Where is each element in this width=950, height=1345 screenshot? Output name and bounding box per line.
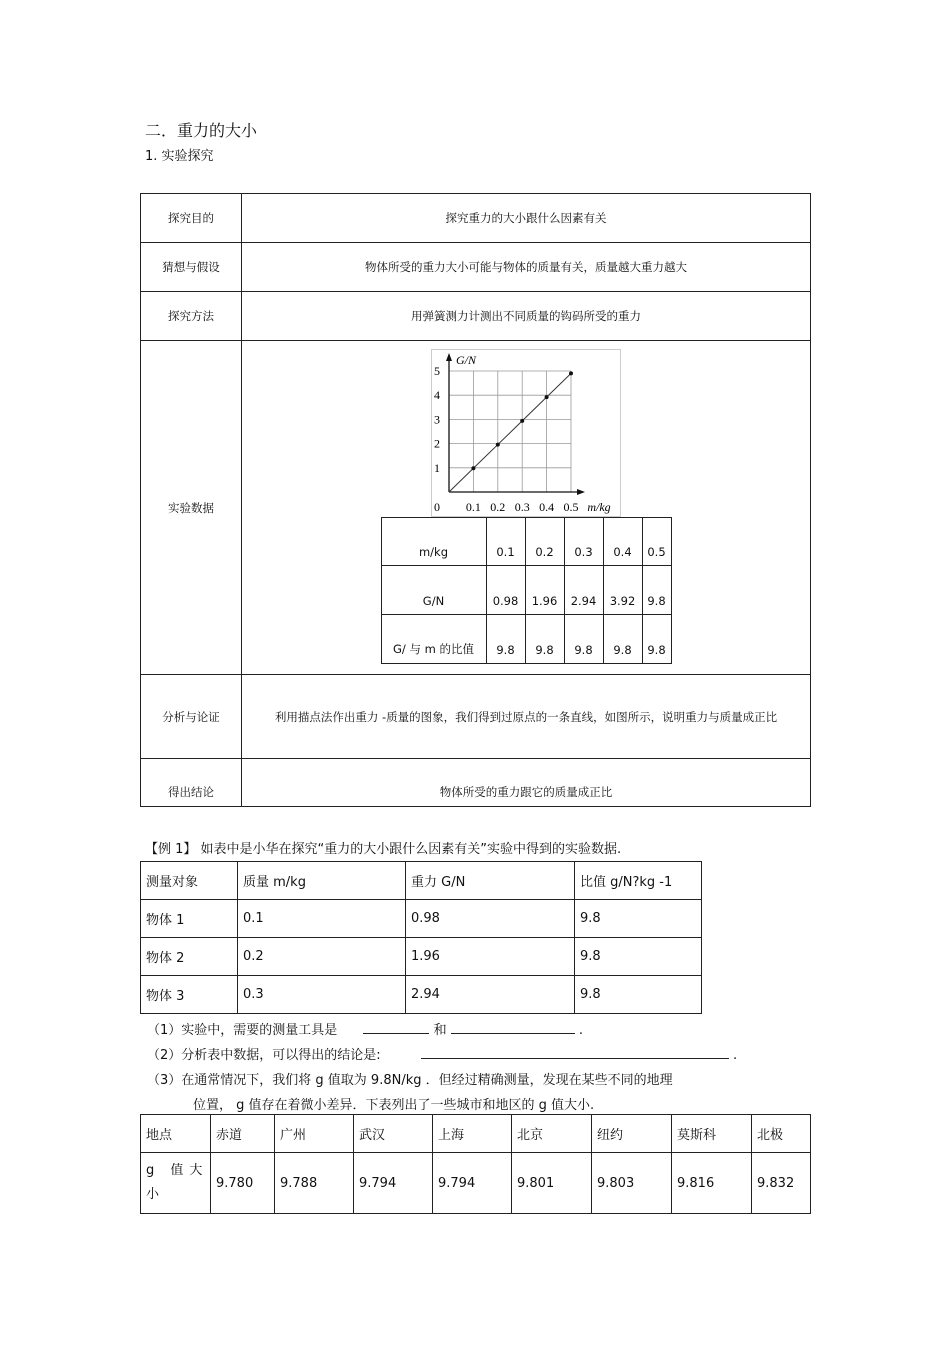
- table-header: 测量对象: [141, 862, 238, 900]
- table-row: [141, 900, 702, 938]
- data-cell-value: 0.5: [642, 518, 671, 566]
- data-row: [381, 615, 671, 664]
- table-cell: 0.98: [406, 900, 575, 938]
- table-row: [141, 1153, 811, 1214]
- data-cell-value: 9.8: [603, 615, 642, 664]
- table-row: [141, 862, 702, 900]
- table-cell: 9.8: [575, 900, 702, 938]
- example-title: 【例 1】 如表中是小华在探究“重力的大小跟什么因素有关”实验中得到的实验数据.: [145, 842, 622, 857]
- inquiry-value: 用弹簧测力计测出不同质量的钩码所受的重力: [242, 292, 811, 341]
- data-cell-value: 0.1: [486, 518, 525, 566]
- conclusion-label: 得出结论: [141, 759, 242, 807]
- data-cell-value: 0.2: [525, 518, 564, 566]
- answer-blank[interactable]: [363, 1021, 429, 1034]
- table-row: [141, 1115, 811, 1153]
- table-header: 北极: [752, 1115, 811, 1153]
- data-cell-value: 0.3: [564, 518, 603, 566]
- origin-label: 0: [434, 500, 440, 514]
- x-axis-arrow: [577, 489, 585, 495]
- table-cell: 9.794: [354, 1153, 433, 1214]
- data-point: [471, 466, 475, 470]
- table-header: 莫斯科: [672, 1115, 752, 1153]
- table-cell: 9.8: [575, 976, 702, 1014]
- table-cell: 9.832: [752, 1153, 811, 1214]
- inquiry-row: [141, 675, 811, 759]
- table-cell: 9.801: [512, 1153, 592, 1214]
- y-tick-label: 1: [434, 460, 440, 475]
- x-tick-label: 0.4: [539, 500, 555, 514]
- data-cell-value: 1.96: [525, 566, 564, 615]
- question-2: [147, 1044, 737, 1063]
- table-header: 赤道: [211, 1115, 275, 1153]
- data-row-head: G/ 与 m 的比值: [381, 615, 486, 664]
- inquiry-value: 物体所受的重力大小可能与物体的质量有关，质量越大重力越大: [242, 243, 811, 292]
- table-cell: 物体 1: [141, 900, 238, 938]
- question-1: [147, 1019, 583, 1038]
- data-cell-value: 3.92: [603, 566, 642, 615]
- data-cell-value: 0.98: [486, 566, 525, 615]
- data-cell-value: 9.8: [642, 615, 671, 664]
- table-cell: 物体 3: [141, 976, 238, 1014]
- table-cell: 2.94: [406, 976, 575, 1014]
- data-table: [381, 517, 672, 664]
- inquiry-value: 探究重力的大小跟什么因素有关: [242, 194, 811, 243]
- data-point: [520, 419, 524, 423]
- table-cell: 9.816: [672, 1153, 752, 1214]
- table-header: 上海: [433, 1115, 512, 1153]
- inquiry-table: [140, 193, 811, 807]
- question-text: .: [732, 1048, 738, 1063]
- data-cell-value: 9.8: [564, 615, 603, 664]
- row-label: g 值大小: [141, 1153, 211, 1214]
- answer-blank[interactable]: [451, 1021, 575, 1034]
- table-cell: 9.794: [433, 1153, 512, 1214]
- data-cell-value: 9.8: [486, 615, 525, 664]
- inquiry-row: [141, 759, 811, 807]
- question-3-line-2: 位置， g 值存在着微小差异．下表列出了一些城市和地区的 g 值大小.: [193, 1098, 595, 1113]
- table-cell: 0.1: [238, 900, 406, 938]
- question-text: （1）实验中，需要的测量工具是: [147, 1023, 338, 1038]
- data-cell-value: 9.8: [642, 566, 671, 615]
- y-axis-arrow: [446, 353, 452, 361]
- x-tick-label: 0.2: [490, 500, 506, 514]
- y-tick-label: 2: [434, 436, 440, 451]
- table-row: [141, 976, 702, 1014]
- inquiry-row: [141, 292, 811, 341]
- analysis-text: 利用描点法作出重力 -质量的图象，我们得到过原点的一条直线，如图所示，说明重力与质量成正比: [242, 675, 811, 759]
- data-row-head: m/kg: [381, 518, 486, 566]
- table-cell: 9.8: [575, 938, 702, 976]
- question-text: 和: [433, 1023, 447, 1038]
- y-tick-label: 3: [434, 412, 440, 427]
- table-cell: 物体 2: [141, 938, 238, 976]
- subsection-title: 1. 实验探究: [145, 149, 214, 164]
- y-tick-label: 4: [434, 388, 440, 403]
- data-cell: [242, 341, 811, 675]
- series-line: [449, 373, 571, 492]
- x-tick-label: 0.3: [514, 500, 530, 514]
- data-point: [496, 443, 500, 447]
- x-tick-label: 0.5: [563, 500, 579, 514]
- data-point: [545, 395, 549, 399]
- table-cell: 1.96: [406, 938, 575, 976]
- analysis-label: 分析与论证: [141, 675, 242, 759]
- question-text: （2）分析表中数据，可以得出的结论是:: [147, 1048, 381, 1063]
- y-tick-label: 5: [434, 364, 440, 378]
- answer-blank[interactable]: [421, 1046, 729, 1059]
- question-text: .: [578, 1023, 583, 1038]
- table-cell: 9.803: [592, 1153, 672, 1214]
- section-title: 二．重力的大小: [145, 121, 258, 140]
- table-cell: 0.3: [238, 976, 406, 1014]
- table-header: 武汉: [354, 1115, 433, 1153]
- data-cell-value: 2.94: [564, 566, 603, 615]
- table-header: 质量 m/kg: [238, 862, 406, 900]
- table-header: 比值 g/N?kg -1: [575, 862, 702, 900]
- data-row-head: G/N: [381, 566, 486, 615]
- example-table: [140, 861, 702, 1014]
- inquiry-row: [141, 243, 811, 292]
- inquiry-label: 探究目的: [141, 194, 242, 243]
- inquiry-row-data: [141, 341, 811, 675]
- data-row: [381, 566, 671, 615]
- table-header: 地点: [141, 1115, 211, 1153]
- table-header: 广州: [275, 1115, 354, 1153]
- inquiry-label: 猜想与假设: [141, 243, 242, 292]
- data-cell-value: 9.8: [525, 615, 564, 664]
- table-cell: 9.780: [211, 1153, 275, 1214]
- table-header: 重力 G/N: [406, 862, 575, 900]
- data-cell-value: 0.4: [603, 518, 642, 566]
- y-axis-label: G/N: [455, 353, 477, 367]
- g-value-table: [140, 1114, 811, 1214]
- table-header: 北京: [512, 1115, 592, 1153]
- table-row: [141, 938, 702, 976]
- data-row: [381, 518, 671, 566]
- gravity-mass-chart: [431, 349, 621, 517]
- table-cell: 0.2: [238, 938, 406, 976]
- table-header: 纽约: [592, 1115, 672, 1153]
- question-3-line-1: （3）在通常情况下，我们将 g 值取为 9.8N/kg ．但经过精确测量，发现在某些不同的地理: [147, 1073, 673, 1088]
- inquiry-row: [141, 194, 811, 243]
- x-axis-label: m/kg: [587, 500, 611, 514]
- table-cell: 9.788: [275, 1153, 354, 1214]
- data-point: [569, 371, 573, 375]
- conclusion-text: 物体所受的重力跟它的质量成正比: [242, 759, 811, 807]
- x-tick-label: 0.1: [465, 500, 481, 514]
- data-label: 实验数据: [141, 341, 242, 675]
- inquiry-label: 探究方法: [141, 292, 242, 341]
